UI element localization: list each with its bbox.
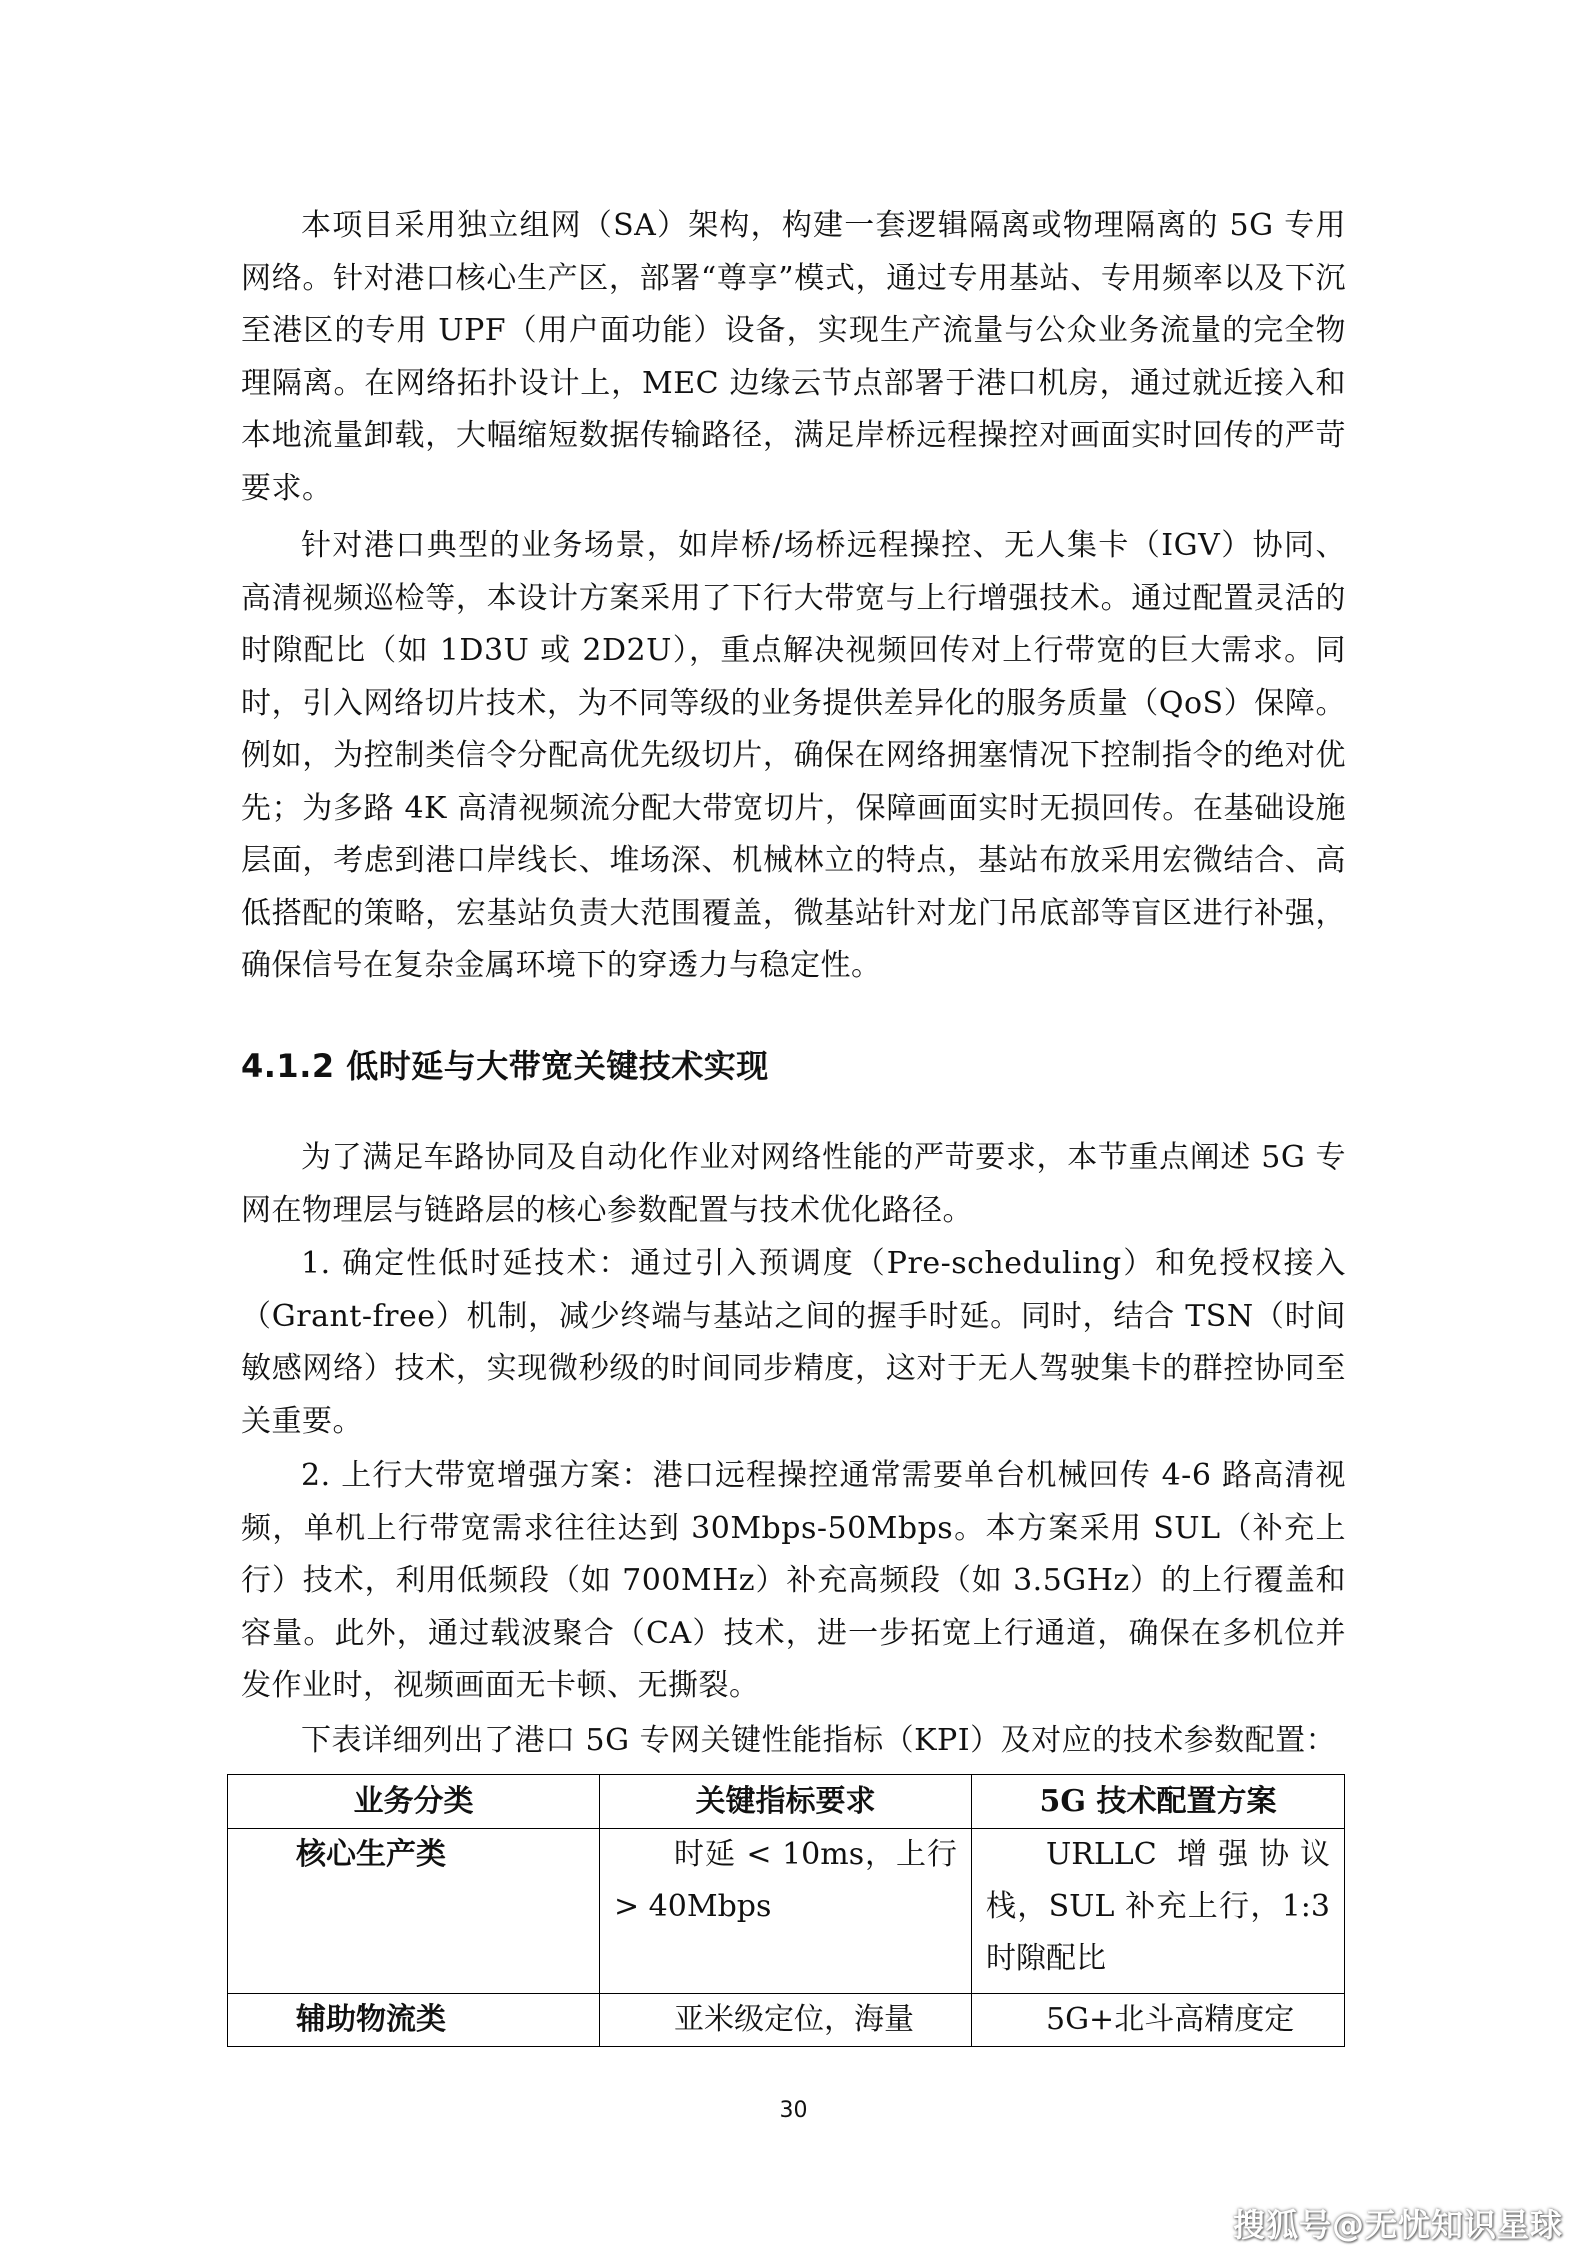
table-header-row bbox=[228, 1775, 1345, 1829]
paragraph-scenarios: 针对港口典型的业务场景，如岸桥/场桥远程操控、无人集卡（IGV）协同、高清视频巡检等，本设计方案采用了下行大带宽与上行增强技术。通过配置灵活的时隙配比（如 1D3U 或 2D2U），重点解决视频回传对上行带宽的巨大需求。同时，引入网络切片技术，为不同等级的业务提供差异化的服务质量（QoS）保障。例如，为控制类信令分配高优先级切片，确保在网络拥塞情况下控制指令的绝对优先；为多路 4K 高清视频流分配大带宽切片，保障画面实时无损回传。在基础设施层面，考虑到港口岸线长、堆场深、机械林立的特点，基站布放采用宏微结合、高低搭配的策略，宏基站负责大范围覆盖，微基站针对龙门吊底部等盲区进行补强，确保信号在复杂金属环境下的穿透力与稳定性。 bbox=[241, 528, 1346, 983]
kpi-table bbox=[227, 1774, 1345, 2047]
paragraph-architecture: 本项目采用独立组网（SA）架构，构建一套逻辑隔离或物理隔离的 5G 专用网络。针对港口核心生产区，部署“尊享”模式，通过专用基站、专用频率以及下沉至港区的专用 UPF（用户面功能）设备，实现生产流量与公众业务流量的完全物理隔离。在网络拓扑设计上，MEC 边缘云节点部署于港口机房，通过就近接入和本地流量卸载，大幅缩短数据传输路径，满足岸桥远程操控对画面实时回传的严苛要求。 bbox=[241, 208, 1346, 506]
table-cell-requirement: 时延 < 10ms，上行 > 40Mbps bbox=[600, 1829, 972, 1994]
table-row bbox=[228, 1829, 1345, 1994]
table-header-requirement: 关键指标要求 bbox=[600, 1775, 972, 1829]
table-header-config: 5G 技术配置方案 bbox=[972, 1775, 1345, 1829]
table-cell-config: 5G+北斗高精度定 bbox=[972, 1994, 1345, 2047]
table-cell-category: 核心生产类 bbox=[228, 1829, 600, 1994]
paragraph-uplink: 2. 上行大带宽增强方案：港口远程操控通常需要单台机械回传 4-6 路高清视频，单机上行带宽需求往往达到 30Mbps-50Mbps。本方案采用 SUL（补充上行）技术，利用低频段（如 700MHz）补充高频段（如 3.5GHz）的上行覆盖和容量。此外，通过载波聚合（CA）技术，进一步拓宽上行通道，确保在多机位并发作业时，视频画面无卡顿、无撕裂。 bbox=[241, 1458, 1346, 1703]
table-cell-requirement: 亚米级定位，海量 bbox=[600, 1994, 972, 2047]
table-cell-category: 辅助物流类 bbox=[228, 1994, 600, 2047]
paragraph-low-latency: 1. 确定性低时延技术：通过引入预调度（Pre-scheduling）和免授权接入（Grant-free）机制，减少终端与基站之间的握手时延。同时，结合 TSN（时间敏感网络）技术，实现微秒级的时间同步精度，这对于无人驾驶集卡的群控协同至关重要。 bbox=[241, 1246, 1346, 1439]
section-heading: 4.1.2 低时延与大带宽关键技术实现 bbox=[241, 1047, 769, 1085]
watermark: 搜狐号@无忧知识星球 bbox=[1232, 2206, 1563, 2244]
page-number: 30 bbox=[779, 2098, 808, 2123]
paragraph-table-caption: 下表详细列出了港口 5G 专网关键性能指标（KPI）及对应的技术参数配置： bbox=[301, 1723, 1337, 1758]
table-row bbox=[228, 1994, 1345, 2047]
table-cell-config: URLLC 增强协议栈，SUL 补充上行，1:3 时隙配比 bbox=[972, 1829, 1345, 1994]
paragraph-intro: 为了满足车路协同及自动化作业对网络性能的严苛要求，本节重点阐述 5G 专网在物理层与链路层的核心参数配置与技术优化路径。 bbox=[241, 1140, 1346, 1228]
table-header-category: 业务分类 bbox=[228, 1775, 600, 1829]
